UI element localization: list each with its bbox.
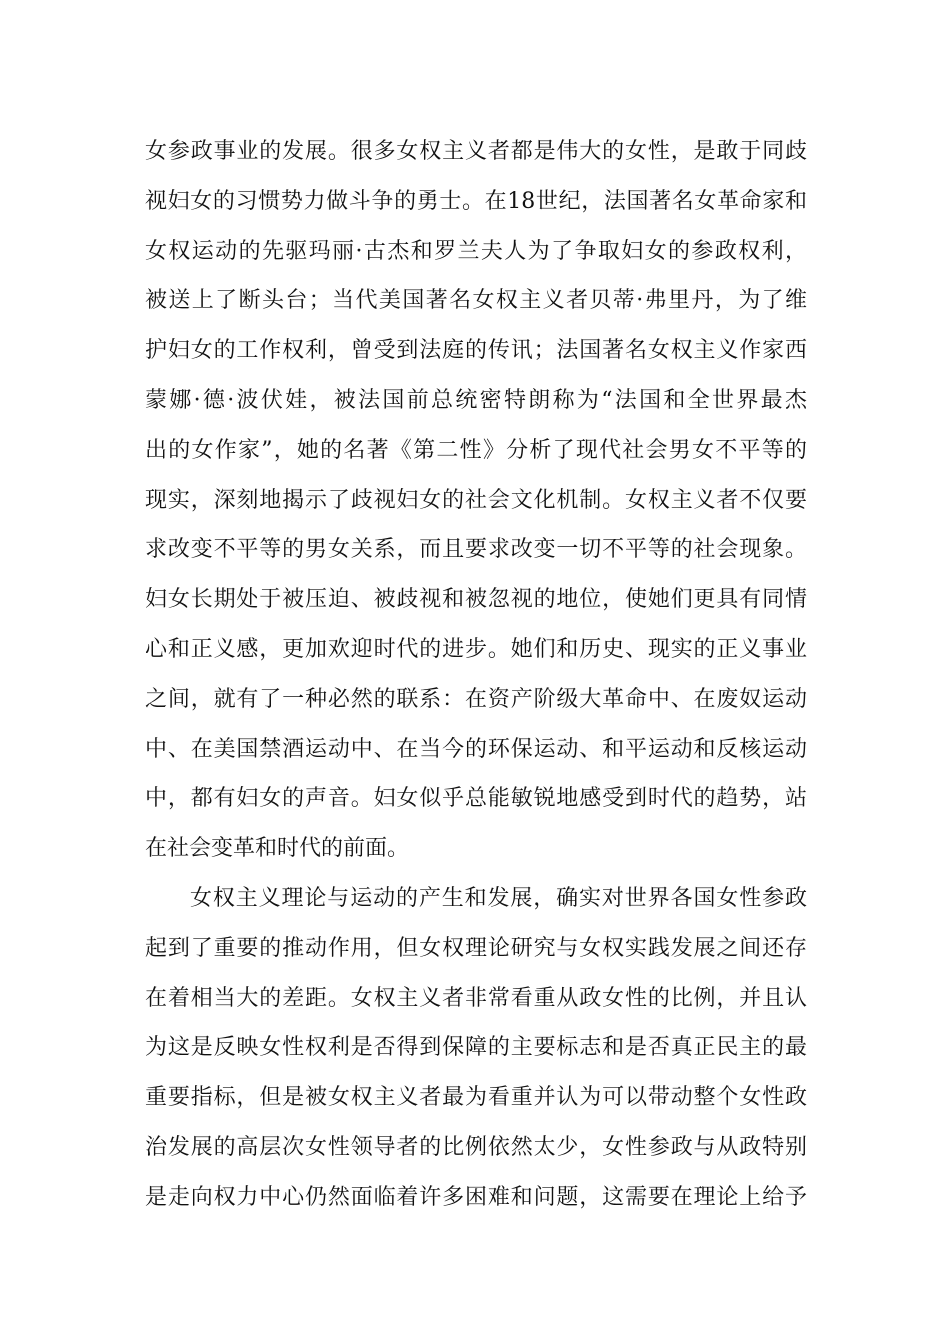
text-line: 治发展的高层次女性领导者的比例依然太少，女性参政与从政特别: [145, 1134, 807, 1160]
text-line: 女参政事业的发展。很多女权主义者都是伟大的女性，是敢于同歧: [145, 139, 807, 164]
paragraph-1: [145, 127, 807, 874]
text-line: 现实，深刻地揭示了歧视妇女的社会文化机制。女权主义者不仅要: [145, 487, 807, 513]
text-line: 之间，就有了一种必然的联系：在资产阶级大革命中、在废奴运动: [145, 686, 807, 712]
text-line: 妇女长期处于被压迫、被歧视和被忽视的地位，使她们更具有同情: [145, 587, 807, 613]
text-line: 护妇女的工作权利，曾受到法庭的传讯；法国著名女权主义作家西: [145, 338, 807, 364]
text-line: 重要指标，但是被女权主义者最为看重并认为可以带动整个女性政: [145, 1085, 807, 1111]
text-line: 在着相当大的差距。女权主义者非常看重从政女性的比例，并且认: [145, 985, 807, 1011]
text-line: 被送上了断头台；当代美国著名女权主义者贝蒂·弗里丹，为了维: [145, 288, 807, 314]
text-line: 蒙娜·德·波伏娃，被法国前总统密特朗称为“法国和全世界最杰: [145, 387, 807, 413]
text-line: 中、在美国禁酒运动中、在当今的环保运动、和平运动和反核运动: [145, 736, 807, 762]
text-line: 心和正义感，更加欢迎时代的进步。她们和历史、现实的正义事业: [145, 636, 807, 662]
text-line: 出的女作家”，她的名著《第二性》分析了现代社会男女不平等的: [145, 437, 807, 463]
body-text: [145, 127, 807, 1223]
text-line: 在社会变革和时代的前面。: [145, 836, 410, 862]
text-line: 中，都有妇女的声音。妇女似乎总能敏锐地感受到时代的趋势，站: [145, 786, 807, 812]
text-line: 起到了重要的推动作用，但女权理论研究与女权实践发展之间还存: [145, 935, 807, 961]
text-line: 为这是反映女性权利是否得到保障的主要标志和是否真正民主的最: [145, 1035, 807, 1061]
text-line: 女权主义理论与运动的产生和发展，确实对世界各国女性参政: [190, 885, 807, 911]
text-line: 视妇女的习惯势力做斗争的勇士。在18世纪，法国著名女革命家和: [145, 188, 807, 214]
text-line: 求改变不平等的男女关系，而且要求改变一切不平等的社会现象。: [145, 537, 807, 563]
paragraph-2: [145, 874, 807, 1223]
text-line: 是走向权力中心仍然面临着许多困难和问题，这需要在理论上给予: [145, 1184, 807, 1210]
text-line: 女权运动的先驱玛丽·古杰和罗兰夫人为了争取妇女的参政权利，: [145, 238, 807, 264]
